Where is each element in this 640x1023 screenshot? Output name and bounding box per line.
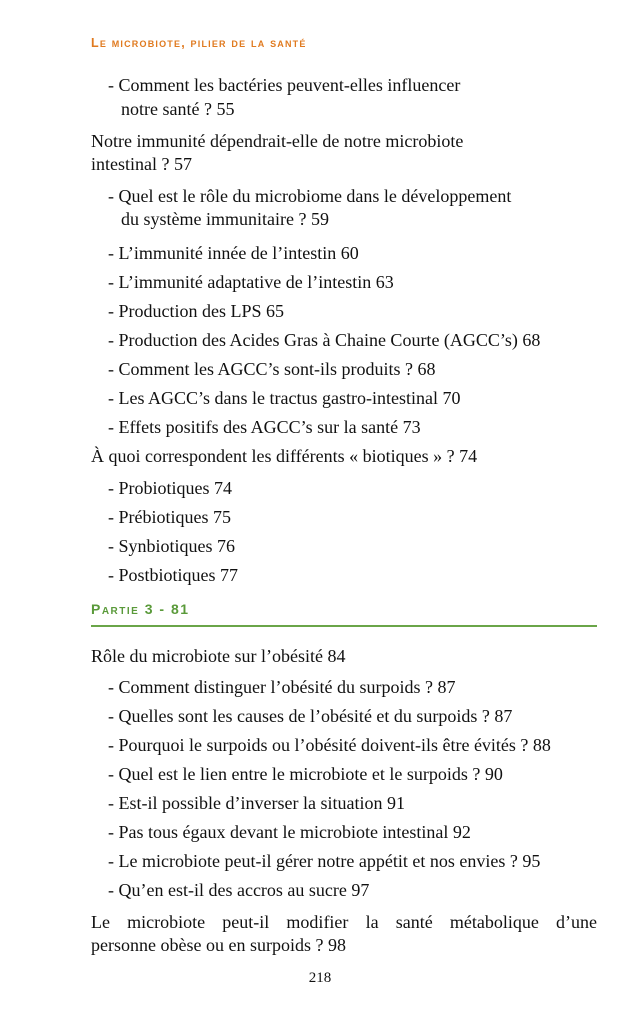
toc-entry: - Quelles sont les causes de l’obésité et du surpoids ? 87 — [108, 706, 513, 726]
toc-entry: - Le microbiote peut-il gérer notre appétit et nos envies ? 95 — [108, 851, 541, 871]
toc-entry: Notre immunité dépendrait-elle de notre microbiote — [91, 131, 464, 151]
toc-entry: - Probiotiques 74 — [108, 478, 232, 498]
section-rule — [91, 625, 597, 627]
toc-entry-continuation: personne obèse ou en surpoids ? 98 — [91, 935, 346, 955]
toc-entry: - Comment les AGCC’s sont-ils produits ? 68 — [108, 359, 436, 379]
toc-entry: À quoi correspondent les différents « biotiques » ? 74 — [91, 446, 478, 466]
toc-entry: - Est-il possible d’inverser la situation 91 — [108, 793, 405, 813]
toc-entry: - Pourquoi le surpoids ou l’obésité doivent-ils être évités ? 88 — [108, 735, 551, 755]
toc-entry: - Pas tous égaux devant le microbiote intestinal 92 — [108, 822, 471, 842]
toc-entry: Le microbiote peut-il modifier la santé métabolique d’une — [91, 912, 597, 932]
toc-entry: - Comment distinguer l’obésité du surpoids ? 87 — [108, 677, 456, 697]
toc-entry: - Quel est le lien entre le microbiote et le surpoids ? 90 — [108, 764, 503, 784]
toc-entry-continuation: intestinal ? 57 — [91, 154, 192, 174]
running-header: Le microbiote, pilier de la santé — [91, 36, 307, 50]
section-heading: Partie 3 - 81 — [91, 601, 190, 617]
page-number: 218 — [308, 970, 332, 986]
toc-entry: - L’immunité adaptative de l’intestin 63 — [108, 272, 394, 292]
toc-entry: - Production des LPS 65 — [108, 301, 285, 321]
toc-entry: - Production des Acides Gras à Chaine Courte (AGCC’s) 68 — [108, 330, 541, 350]
toc-entry: - Les AGCC’s dans le tractus gastro-intestinal 70 — [108, 388, 461, 408]
toc-entry: - L’immunité innée de l’intestin 60 — [108, 243, 359, 263]
toc-entry: - Prébiotiques 75 — [108, 507, 231, 527]
toc-entry: - Synbiotiques 76 — [108, 536, 236, 556]
toc-entry: - Quel est le rôle du microbiome dans le développement — [108, 186, 512, 206]
toc-entry: - Effets positifs des AGCC’s sur la santé 73 — [108, 417, 421, 437]
toc-entry: Rôle du microbiote sur l’obésité 84 — [91, 646, 346, 666]
toc-entry-continuation: notre santé ? 55 — [121, 99, 235, 119]
toc-entry: - Qu’en est-il des accros au sucre 97 — [108, 880, 370, 900]
toc-entry-continuation: du système immunitaire ? 59 — [121, 209, 329, 229]
toc-entry: - Comment les bactéries peuvent-elles influencer — [108, 75, 461, 95]
toc-entry: - Postbiotiques 77 — [108, 565, 239, 585]
